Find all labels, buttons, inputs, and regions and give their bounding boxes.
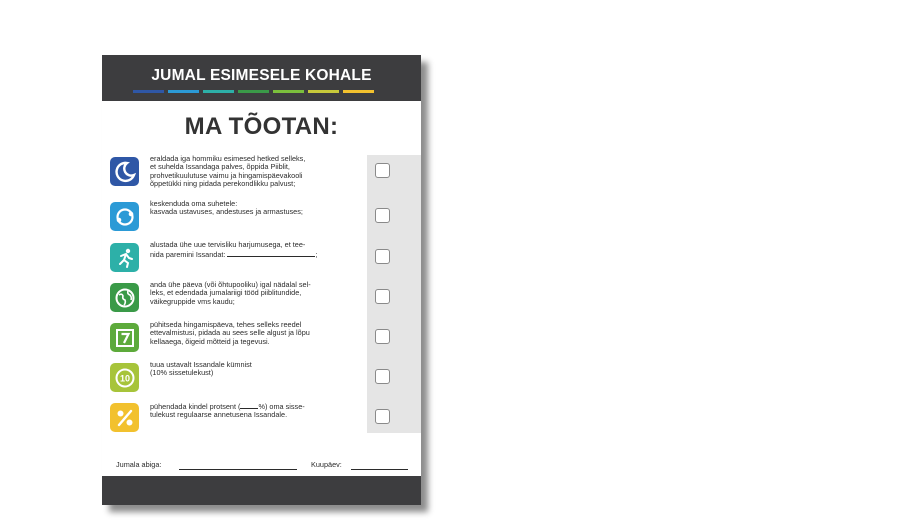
pledge-item — [102, 401, 421, 437]
signature-row — [116, 460, 412, 474]
pledge-item — [102, 361, 421, 397]
habit-blank[interactable] — [227, 249, 315, 257]
ten-coin-icon — [110, 363, 139, 392]
running-person-icon — [110, 243, 139, 272]
pledge-item-text: eraldada iga hommiku esimesed hetked selleks, et suhelda Issandaga palves, õppida Piiblit, prohvetikuulutuse vaimu ja hingamispäevakooli õppetükki ning pidada perekondlikku palvust; — [150, 154, 306, 188]
color-stripe — [273, 90, 304, 93]
pledge-item — [102, 241, 421, 277]
color-stripe — [238, 90, 269, 93]
svg-text:10: 10 — [119, 373, 130, 383]
color-stripe — [343, 90, 374, 93]
pledge-checkbox[interactable] — [375, 208, 390, 223]
seven-icon — [110, 323, 139, 352]
moon-icon — [110, 157, 139, 186]
header-bar — [102, 55, 421, 101]
pledge-item — [102, 155, 421, 191]
color-stripe — [133, 90, 164, 93]
color-stripe — [168, 90, 199, 93]
signature-line[interactable] — [179, 461, 297, 470]
pledge-checkbox[interactable] — [375, 329, 390, 344]
color-stripe — [203, 90, 234, 93]
pledge-item — [102, 200, 421, 236]
color-stripes — [133, 90, 374, 93]
pledge-checkbox[interactable] — [375, 163, 390, 178]
pledge-item-text: alustada ühe uue tervisliku harjumusega, et tee- nida paremini Issandat: ; — [150, 240, 318, 260]
percent-icon — [110, 403, 139, 432]
pledge-item-text: anda ühe päeva (või õhtupooliku) igal nädalal sel- leks, et edendada jumalariigi tööd piiblitundide, väikegruppide vms kaudu; — [150, 280, 311, 306]
pledge-item-text: keskenduda oma suhetele: kasvada ustavuses, andestuses ja armastuses; — [150, 199, 303, 217]
globe-icon — [110, 283, 139, 312]
pledge-checkbox[interactable] — [375, 409, 390, 424]
pledge-item — [102, 321, 421, 357]
relationship-arrows-icon — [110, 202, 139, 231]
footer-bar — [102, 476, 421, 505]
signature-label: Jumala abiga: — [116, 460, 162, 469]
pledge-card — [102, 55, 421, 505]
date-line[interactable] — [351, 461, 408, 470]
pledge-item-text: pühitseda hingamispäeva, tehes selleks reedel ettevalmistusi, pidada au sees selle algust ja lõpu kellaaega, õigeid mõtteid ja tegevusi. — [150, 320, 310, 346]
header-title: JUMAL ESIMESELE KOHALE — [151, 67, 372, 84]
pledge-item — [102, 281, 421, 317]
percent-blank[interactable] — [240, 401, 258, 409]
pledge-checkbox[interactable] — [375, 369, 390, 384]
pledge-item-text: tuua ustavalt Issandale kümnist (10% sissetulekust) — [150, 360, 252, 378]
pledge-checkbox[interactable] — [375, 289, 390, 304]
color-stripe — [308, 90, 339, 93]
pledge-heading: MA TÕOTAN: — [184, 113, 339, 140]
date-label: Kuupäev: — [311, 460, 342, 469]
pledge-checkbox[interactable] — [375, 249, 390, 264]
pledge-item-text: pühendada kindel protsent ( %) oma sisse- tulekust regulaarse annetusena Issandale. — [150, 402, 305, 420]
